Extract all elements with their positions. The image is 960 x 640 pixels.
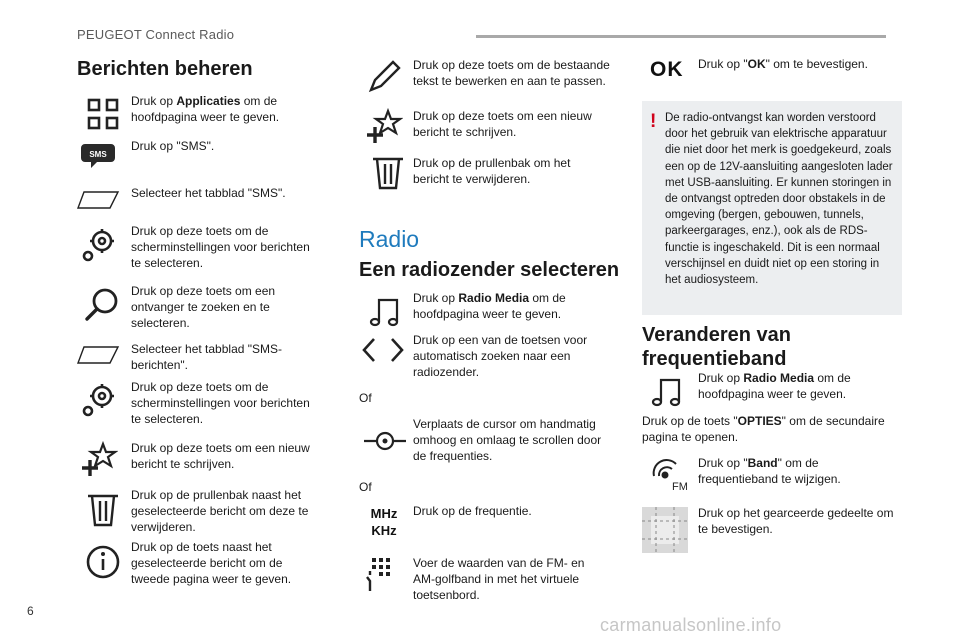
instruction-text: Druk op deze toets om een nieuw bericht te schrijven. bbox=[131, 441, 310, 471]
music-note-icon bbox=[651, 372, 689, 410]
instruction-text: Druk op "Band" om de frequentieband te wijzigen. bbox=[698, 456, 841, 486]
running-header: PEUGEOT Connect Radio bbox=[77, 27, 235, 42]
heading-veranderen-frequentieband: Veranderen van frequentieband bbox=[642, 324, 791, 370]
gear-icon bbox=[80, 381, 118, 419]
trash-icon bbox=[369, 154, 407, 192]
mhz-khz-icon: MHz KHz bbox=[370, 506, 398, 538]
music-note-icon bbox=[369, 292, 407, 330]
tab-icon bbox=[76, 184, 122, 222]
search-icon bbox=[83, 286, 121, 324]
section-title-radio: Radio bbox=[359, 226, 420, 252]
instruction-text: Druk op de prullenbak om het bericht te verwijderen. bbox=[413, 156, 571, 186]
warning-exclamation-icon: ! bbox=[650, 111, 657, 132]
instruction-text: Selecteer het tabblad "SMS-berichten". bbox=[131, 342, 283, 372]
sms-icon bbox=[81, 138, 119, 176]
slider-cursor-icon bbox=[362, 422, 408, 460]
heading-berichten-beheren: Berichten beheren bbox=[77, 58, 253, 80]
instruction-text: Druk op Radio Media om de hoofdpagina weer te geven. bbox=[698, 371, 851, 401]
trash-icon bbox=[84, 491, 122, 529]
header-rule bbox=[476, 35, 886, 38]
fm-label: FM bbox=[672, 481, 688, 493]
instruction-text: Druk op "OK" om te bevestigen. bbox=[698, 57, 868, 71]
apps-grid-icon bbox=[84, 95, 122, 133]
instruction-text: Druk op de frequentie. bbox=[413, 504, 532, 518]
new-message-icon bbox=[365, 107, 403, 145]
instruction-text: Druk op deze toets om een ontvanger te zoeken en te selecteren. bbox=[131, 284, 276, 330]
keypad-icon bbox=[364, 555, 402, 593]
instruction-text: Druk op een van de toetsen voor automatisch zoeken naar een radiozender. bbox=[413, 333, 588, 379]
separator-of: Of bbox=[359, 480, 372, 494]
instruction-text: Druk op Applicaties om de hoofdpagina weer te geven. bbox=[131, 94, 280, 124]
instruction-text: Druk op het gearceerde gedeelte om te bevestigen. bbox=[698, 506, 894, 536]
pencil-icon bbox=[365, 58, 403, 96]
new-message-icon bbox=[80, 440, 118, 478]
prev-next-icon bbox=[360, 331, 406, 369]
instruction-text: Druk op "SMS". bbox=[131, 139, 215, 153]
instruction-text: Druk op de toets naast het geselecteerde bericht om de tweede pagina weer te geven. bbox=[131, 540, 292, 586]
instruction-text: Druk op deze toets om de scherminstellingen voor berichten te selecteren. bbox=[131, 224, 310, 270]
instruction-text: Druk op deze toets om de scherminstellingen voor berichten te selecteren. bbox=[131, 380, 310, 426]
instruction-text: Druk op de toets "OPTIES" om de secundaire pagina te openen. bbox=[642, 414, 885, 444]
svg-text:SMS: SMS bbox=[89, 150, 107, 159]
separator-of: Of bbox=[359, 391, 372, 405]
heading-radiozender-selecteren: Een radiozender selecteren bbox=[359, 259, 620, 281]
shaded-grid-icon bbox=[642, 507, 688, 553]
tab-icon bbox=[76, 339, 122, 377]
gear-icon bbox=[80, 226, 118, 264]
radio-band-icon bbox=[648, 454, 690, 494]
warning-text: De radio-ontvangst kan worden verstoord door het gebruik van elektrische apparatuur die niet door het merk is goedgekeurd, zoals een op de 12V-aansluiting aangesloten lader met USB-aansluiting. Er kunnen storingen in de ontvangst optreden door obstakels in de omgeving (bergen, gebouwen, tunnels, parkeergarages, enz.), ook als de RDS-functie is ingeschakeld. Dit is een normaal verschijnsel en duidt niet op een storing in het audiosysteem. bbox=[665, 112, 893, 287]
instruction-text: Selecteer het tabblad "SMS". bbox=[131, 186, 286, 200]
instruction-text: Voer de waarden van de FM- en AM-golfband in met het virtuele toetsenbord. bbox=[413, 556, 585, 602]
instruction-text: Druk op deze toets om de bestaande tekst te bewerken en aan te passen. bbox=[413, 58, 610, 88]
ok-icon: OK bbox=[650, 58, 684, 81]
instruction-text: Druk op deze toets om een nieuw bericht te schrijven. bbox=[413, 109, 592, 139]
instruction-text: Verplaats de cursor om handmatig omhoog en omlaag te scrollen door de frequenties. bbox=[413, 417, 602, 463]
page-number: 6 bbox=[27, 604, 34, 618]
watermark: carmanualsonline.info bbox=[600, 615, 782, 635]
instruction-text: Druk op de prullenbak naast het geselecteerde bericht om deze te verwijderen. bbox=[131, 488, 309, 534]
info-icon bbox=[84, 543, 122, 581]
instruction-text: Druk op Radio Media om de hoofdpagina weer te geven. bbox=[413, 291, 566, 321]
